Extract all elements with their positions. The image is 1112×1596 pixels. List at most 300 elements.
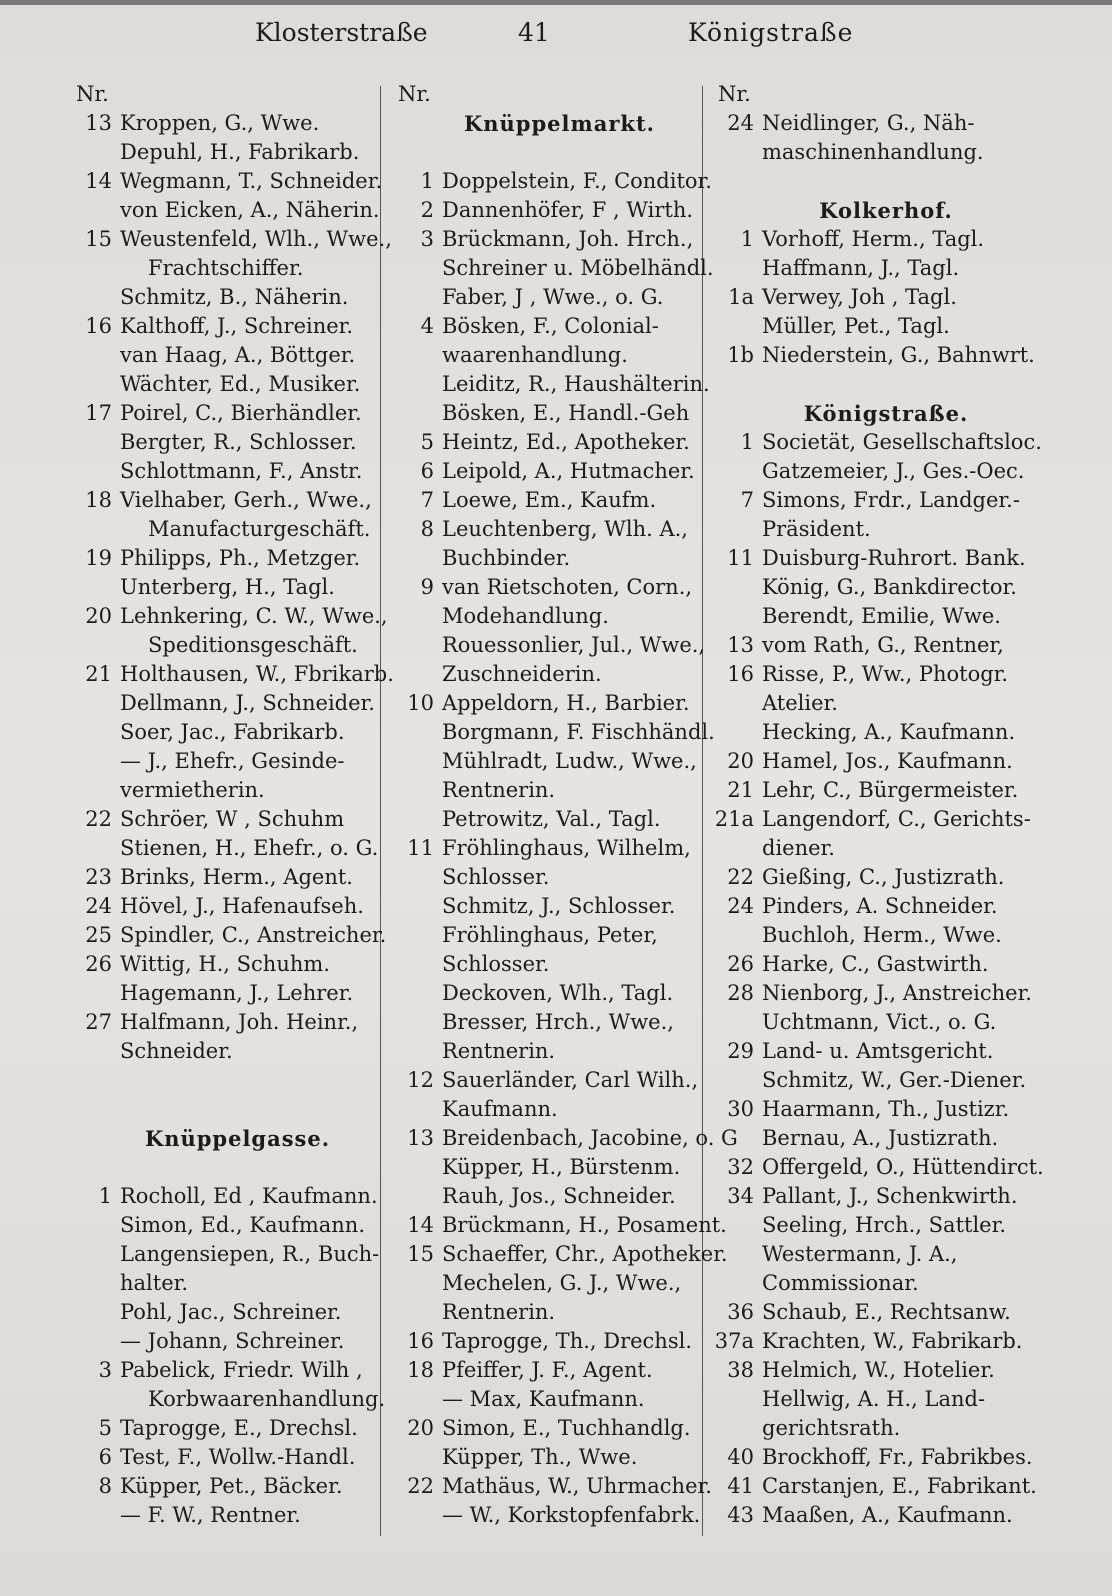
resident-text: Leiditz, R., Haushälterin. <box>442 372 710 396</box>
resident-text: Küpper, Pet., Bäcker. <box>120 1474 343 1498</box>
directory-entry <box>70 1472 375 1501</box>
resident-text: — W., Korkstopfenfabrk. <box>442 1503 701 1527</box>
resident-text: Societät, Gesellschaftsloc. <box>762 430 1042 454</box>
directory-entry <box>70 660 394 689</box>
nr-label: Nr. <box>398 82 431 106</box>
house-number: 4 <box>420 314 434 338</box>
house-number: 25 <box>85 923 112 947</box>
directory-entry <box>392 312 697 341</box>
directory-entry <box>70 1501 375 1530</box>
house-number: 13 <box>85 111 112 135</box>
directory-entry <box>712 1443 1033 1472</box>
resident-text: Offergeld, O., Hüttendirct. <box>762 1155 1044 1179</box>
house-number: 20 <box>727 749 754 773</box>
resident-text: Holthausen, W., Fbrikarb. <box>120 662 394 686</box>
resident-text: Pinders, A. Schneider. <box>762 894 998 918</box>
resident-text: Krachten, W., Fabrikarb. <box>762 1329 1023 1353</box>
entry-continuation: Rentnerin. <box>442 1039 556 1063</box>
resident-text: Wegmann, T., Schneider. <box>120 169 383 193</box>
directory-entry <box>712 776 1030 805</box>
resident-text: Küpper, Th., Wwe. <box>442 1445 638 1469</box>
directory-entry <box>712 631 1030 660</box>
resident-text: Pfeiffer, J. F., Agent. <box>442 1358 653 1382</box>
directory-entry <box>70 341 375 370</box>
resident-text: Unterberg, H., Tagl. <box>120 575 335 599</box>
entry-continuation: Korbwaarenhandlung. <box>148 1387 386 1411</box>
house-number: 11 <box>407 836 434 860</box>
column-3 <box>712 80 1044 1530</box>
resident-text: Wittig, H., Schuhm. <box>120 952 330 976</box>
directory-entry <box>392 573 697 602</box>
house-number: 38 <box>727 1358 754 1382</box>
resident-text: Hagemann, J., Lehrer. <box>120 981 354 1005</box>
entry-continuation: Frachtschiffer. <box>148 256 304 280</box>
resident-text: Bergter, R., Schlosser. <box>120 430 357 454</box>
top-edge-line <box>0 0 1112 5</box>
house-number: 15 <box>85 227 112 251</box>
resident-text: Schmitz, J., Schlosser. <box>442 894 676 918</box>
house-number: 1 <box>740 227 754 251</box>
directory-entry <box>712 718 1030 747</box>
resident-text: Bösken, E., Handl.-Geh <box>442 401 690 425</box>
resident-text: Fröhlinghaus, Peter, <box>442 923 658 947</box>
resident-text: Maaßen, A., Kaufmann. <box>762 1503 1013 1527</box>
spacer <box>70 1153 375 1182</box>
resident-text: Lehr, C., Bürgermeister. <box>762 778 1019 802</box>
entry-continuation: waarenhandlung. <box>442 343 628 367</box>
street-section-heading: Knüppelmarkt. <box>464 111 655 136</box>
directory-entry <box>712 602 1030 631</box>
directory-entry <box>392 254 714 283</box>
resident-text: König, G., Bankdirector. <box>762 575 1017 599</box>
resident-text: Müller, Pet., Tagl. <box>762 314 950 338</box>
spacer <box>70 1066 375 1124</box>
directory-entry <box>70 283 375 312</box>
resident-text: Brockhoff, Fr., Fabrikbes. <box>762 1445 1033 1469</box>
directory-entry <box>712 544 1030 573</box>
entry-continuation: Manufacturgeschäft. <box>148 517 371 541</box>
street-section-heading: Knüppelgasse. <box>144 1126 331 1151</box>
resident-text: Taprogge, Th., Drechsl. <box>442 1329 693 1353</box>
house-number: 7 <box>740 488 754 512</box>
house-number: 37a <box>714 1329 754 1353</box>
house-number: 19 <box>85 546 112 570</box>
resident-text: Rouessonlier, Jul., Wwe., <box>442 633 706 657</box>
entry-continuation: Commissionar. <box>762 1271 919 1295</box>
directory-entry <box>392 1443 697 1472</box>
resident-text: Sauerländer, Carl Wilh., <box>442 1068 699 1092</box>
resident-text: — Max, Kaufmann. <box>442 1387 645 1411</box>
directory-entry <box>70 544 375 573</box>
directory-entry <box>392 370 710 399</box>
directory-entry <box>712 486 1030 515</box>
directory-entry <box>70 1211 375 1240</box>
resident-text: Buchloh, Herm., Wwe. <box>762 923 1002 947</box>
entry-continuation: Zuschneiderin. <box>442 662 602 686</box>
directory-entry <box>712 979 1030 1008</box>
resident-text: Pabelick, Friedr. Wilh , <box>120 1358 363 1382</box>
house-number: 7 <box>420 488 434 512</box>
directory-entry <box>70 428 375 457</box>
entry-continuation: gerichtsrath. <box>762 1416 901 1440</box>
resident-text: Harke, C., Gastwirth. <box>762 952 989 976</box>
column-divider <box>702 86 703 1536</box>
house-number: 5 <box>98 1416 112 1440</box>
resident-text: Duisburg-Ruhrort. Bank. <box>762 546 1026 570</box>
entry-continuation: Rentnerin. <box>442 1300 556 1324</box>
resident-text: Brückmann, H., Posament. <box>442 1213 727 1237</box>
house-number: 22 <box>727 865 754 889</box>
house-number: 21 <box>85 662 112 686</box>
directory-entry <box>70 863 375 892</box>
resident-text: Schmitz, W., Ger.-Diener. <box>762 1068 1027 1092</box>
house-number: 12 <box>407 1068 434 1092</box>
house-number: 17 <box>85 401 112 425</box>
directory-entry <box>712 747 1030 776</box>
resident-text: Brinks, Herm., Agent. <box>120 865 353 889</box>
directory-entry <box>70 892 375 921</box>
directory-entry <box>712 1182 1030 1211</box>
directory-entry <box>712 428 1042 457</box>
house-number: 14 <box>407 1213 434 1237</box>
resident-text: Leuchtenberg, Wlh. A., <box>442 517 688 541</box>
directory-entry <box>712 1240 1030 1269</box>
resident-text: Vielhaber, Gerh., Wwe., <box>120 488 372 512</box>
resident-text: Langensiepen, R., Buch- <box>120 1242 380 1266</box>
entry-continuation: Speditionsgeschäft. <box>148 633 358 657</box>
directory-entry <box>392 486 697 515</box>
directory-entry <box>392 515 697 544</box>
directory-entry <box>70 1240 380 1269</box>
house-number: 15 <box>407 1242 434 1266</box>
resident-text: Kalthoff, J., Schreiner. <box>120 314 354 338</box>
resident-text: Spindler, C., Anstreicher. <box>120 923 387 947</box>
directory-entry <box>712 1327 1030 1356</box>
resident-text: Kroppen, G., Wwe. <box>120 111 320 135</box>
directory-entry <box>712 457 1030 486</box>
house-number: 3 <box>420 227 434 251</box>
resident-text: Schmitz, B., Näherin. <box>120 285 349 309</box>
resident-text: Haarmann, Th., Justizr. <box>762 1097 1010 1121</box>
page-number: 41 <box>518 18 550 47</box>
directory-entry <box>70 979 375 1008</box>
directory-entry <box>70 167 383 196</box>
directory-entry <box>392 979 697 1008</box>
resident-text: Seeling, Hrch., Sattler. <box>762 1213 1006 1237</box>
directory-entry <box>392 1327 697 1356</box>
directory-entry <box>392 921 697 950</box>
directory-entry <box>392 1414 697 1443</box>
resident-text: Poirel, C., Bierhändler. <box>120 401 362 425</box>
spacer <box>392 138 697 167</box>
resident-text: Neidlinger, G., Näh- <box>762 111 975 135</box>
resident-text: Niederstein, G., Bahnwrt. <box>762 343 1035 367</box>
directory-entry <box>392 225 697 254</box>
resident-text: Mathäus, W., Uhrmacher. <box>442 1474 712 1498</box>
resident-text: Hellwig, A. H., Land- <box>762 1387 986 1411</box>
house-number: 36 <box>727 1300 754 1324</box>
directory-entry <box>712 1385 1030 1414</box>
directory-entry <box>712 660 1030 689</box>
resident-text: Wächter, Ed., Musiker. <box>120 372 361 396</box>
directory-entry <box>70 573 375 602</box>
directory-entry <box>392 1269 697 1298</box>
directory-entry <box>392 1008 697 1037</box>
house-number: 8 <box>98 1474 112 1498</box>
house-number: 1a <box>728 285 754 309</box>
house-number: 9 <box>420 575 434 599</box>
directory-entry <box>70 950 375 979</box>
house-number: 22 <box>85 807 112 831</box>
house-number: 13 <box>727 633 754 657</box>
resident-text: — F. W., Rentner. <box>120 1503 301 1527</box>
directory-entry <box>712 312 1030 341</box>
resident-text: — J., Ehefr., Gesinde- <box>120 749 345 773</box>
resident-text: Vorhoff, Herm., Tagl. <box>762 227 985 251</box>
directory-entry <box>70 805 375 834</box>
resident-text: Stienen, H., Ehefr., o. G. <box>120 836 379 860</box>
house-number: 3 <box>98 1358 112 1382</box>
directory-entry <box>712 573 1030 602</box>
resident-text: Test, F., Wollw.-Handl. <box>120 1445 356 1469</box>
house-number: 5 <box>420 430 434 454</box>
directory-entry <box>392 631 706 660</box>
resident-text: Schaeffer, Chr., Apotheker. <box>442 1242 728 1266</box>
resident-text: vom Rath, G., Rentner, <box>762 633 1004 657</box>
directory-entry <box>70 457 375 486</box>
house-number: 1 <box>98 1184 112 1208</box>
resident-text: Hecking, A., Kaufmann. <box>762 720 1016 744</box>
resident-text: Schröer, W , Schuhm <box>120 807 345 831</box>
house-number: 26 <box>85 952 112 976</box>
entry-continuation: Rentnerin. <box>442 778 556 802</box>
resident-text: Appeldorn, H., Barbier. <box>442 691 690 715</box>
resident-text: Simon, E., Tuchhandlg. <box>442 1416 691 1440</box>
entry-continuation: Schneider. <box>120 1039 233 1063</box>
resident-text: Taprogge, E., Drechsl. <box>120 1416 358 1440</box>
directory-entry <box>70 1327 375 1356</box>
house-number: 40 <box>727 1445 754 1469</box>
directory-entry <box>392 1501 701 1530</box>
entry-continuation: vermietherin. <box>120 778 265 802</box>
directory-entry <box>712 1501 1030 1530</box>
directory-entry <box>70 1356 375 1385</box>
resident-text: Faber, J , Wwe., o. G. <box>442 285 664 309</box>
resident-text: Schlottmann, F., Anstr. <box>120 459 363 483</box>
resident-text: van Haag, A., Böttger. <box>120 343 356 367</box>
house-number: 21a <box>714 807 754 831</box>
house-number: 6 <box>420 459 434 483</box>
house-number: 13 <box>407 1126 434 1150</box>
resident-text: Langendorf, C., Gerichts- <box>762 807 1031 831</box>
resident-text: Bernau, A., Justizrath. <box>762 1126 999 1150</box>
resident-text: Nienborg, J., Anstreicher. <box>762 981 1032 1005</box>
directory-entry <box>70 196 380 225</box>
resident-text: Pallant, J., Schenkwirth. <box>762 1184 1018 1208</box>
directory-entry <box>712 341 1035 370</box>
resident-text: Simon, Ed., Kaufmann. <box>120 1213 365 1237</box>
resident-text: Berendt, Emilie, Wwe. <box>762 604 1001 628</box>
resident-text: Depuhl, H., Fabrikarb. <box>120 140 360 164</box>
resident-text: Dannenhöfer, F , Wirth. <box>442 198 694 222</box>
directory-entry <box>70 1182 378 1211</box>
directory-entry <box>392 167 712 196</box>
house-number: 34 <box>727 1184 754 1208</box>
directory-entry <box>70 1414 375 1443</box>
directory-entry <box>712 1356 1030 1385</box>
directory-entry <box>70 370 375 399</box>
house-number: 24 <box>727 111 754 135</box>
directory-entry <box>712 254 1030 283</box>
directory-entry <box>392 283 697 312</box>
resident-text: Rocholl, Ed , Kaufmann. <box>120 1184 378 1208</box>
entry-continuation: Modehandlung. <box>442 604 609 628</box>
directory-entry <box>70 1443 375 1472</box>
resident-text: von Eicken, A., Näherin. <box>120 198 380 222</box>
house-number: 26 <box>727 952 754 976</box>
house-number: 24 <box>85 894 112 918</box>
directory-entry <box>712 1211 1030 1240</box>
house-number: 32 <box>727 1155 754 1179</box>
resident-text: Brückmann, Joh. Hrch., <box>442 227 694 251</box>
resident-text: Deckoven, Wlh., Tagl. <box>442 981 674 1005</box>
directory-entry <box>712 283 1030 312</box>
resident-text: Petrowitz, Val., Tagl. <box>442 807 661 831</box>
directory-entry <box>392 428 697 457</box>
entry-continuation: halter. <box>120 1271 189 1295</box>
entry-continuation: Schlosser. <box>442 865 550 889</box>
entry-continuation: Präsident. <box>762 517 871 541</box>
house-number: 18 <box>407 1358 434 1382</box>
resident-text: Breidenbach, Jacobine, o. G <box>442 1126 738 1150</box>
resident-text: Carstanjen, E., Fabrikant. <box>762 1474 1037 1498</box>
house-number: 29 <box>727 1039 754 1063</box>
house-number: 30 <box>727 1097 754 1121</box>
directory-entry <box>712 892 1030 921</box>
house-number: 11 <box>727 546 754 570</box>
directory-entry <box>712 950 1030 979</box>
resident-text: Loewe, Em., Kaufm. <box>442 488 657 512</box>
resident-text: Rauh, Jos., Schneider. <box>442 1184 676 1208</box>
house-number: 21 <box>727 778 754 802</box>
resident-text: Gatzemeier, J., Ges.-Oec. <box>762 459 1025 483</box>
house-number: 23 <box>85 865 112 889</box>
entry-continuation: Kaufmann. <box>442 1097 558 1121</box>
resident-text: Dellmann, J., Schneider. <box>120 691 375 715</box>
column-divider <box>380 86 381 1536</box>
resident-text: Schaub, E., Rechtsanw. <box>762 1300 1011 1324</box>
resident-text: van Rietschoten, Corn., <box>442 575 693 599</box>
directory-entry <box>712 1153 1044 1182</box>
directory-entry <box>70 225 392 254</box>
directory-entry <box>392 196 697 225</box>
resident-text: Fröhlinghaus, Wilhelm, <box>442 836 691 860</box>
directory-entry <box>392 892 697 921</box>
directory-entry <box>70 834 379 863</box>
directory-entry <box>70 399 375 428</box>
directory-entry <box>712 1037 1030 1066</box>
resident-text: Leipold, A., Hutmacher. <box>442 459 695 483</box>
header-left-street: Klosterstraße <box>255 18 428 47</box>
directory-entry <box>392 457 697 486</box>
column-1 <box>70 80 394 1530</box>
resident-text: Simons, Frdr., Landger.- <box>762 488 1020 512</box>
resident-text: Soer, Jac., Fabrikarb. <box>120 720 345 744</box>
resident-text: Halfmann, Joh. Heinr., <box>120 1010 359 1034</box>
directory-entry <box>712 1124 1030 1153</box>
directory-entry <box>70 689 375 718</box>
directory-entry <box>392 1211 727 1240</box>
spacer <box>712 370 1030 399</box>
resident-text: Mühlradt, Ludw., Wwe., <box>442 749 697 773</box>
entry-continuation: maschinenhandlung. <box>762 140 984 164</box>
house-number: 41 <box>727 1474 754 1498</box>
directory-entry <box>392 689 697 718</box>
resident-text: Hamel, Jos., Kaufmann. <box>762 749 1013 773</box>
street-section-heading: Königstraße. <box>803 401 969 426</box>
house-number: 16 <box>407 1329 434 1353</box>
house-number: 10 <box>407 691 434 715</box>
directory-entry <box>712 1095 1030 1124</box>
resident-text: Heintz, Ed., Apotheker. <box>442 430 690 454</box>
resident-text: Helmich, W., Hotelier. <box>762 1358 995 1382</box>
resident-text: Borgmann, F. Fischhändl. <box>442 720 715 744</box>
entry-continuation: Atelier. <box>762 691 838 715</box>
nr-label: Nr. <box>76 82 109 106</box>
house-number: 28 <box>727 981 754 1005</box>
resident-text: Gießing, C., Justizrath. <box>762 865 1005 889</box>
entry-continuation: diener. <box>762 836 835 860</box>
directory-entry <box>70 109 375 138</box>
house-number: 1 <box>740 430 754 454</box>
directory-entry <box>392 718 715 747</box>
directory-entry <box>70 747 375 776</box>
resident-text: Uchtmann, Vict., o. G. <box>762 1010 997 1034</box>
resident-text: Verwey, Joh , Tagl. <box>762 285 957 309</box>
house-number: 18 <box>85 488 112 512</box>
resident-text: Haffmann, J., Tagl. <box>762 256 960 280</box>
directory-entry <box>70 486 375 515</box>
house-number: 27 <box>85 1010 112 1034</box>
directory-entry <box>712 109 1030 138</box>
resident-text: Weustenfeld, Wlh., Wwe., <box>120 227 392 251</box>
resident-text: Pohl, Jac., Schreiner. <box>120 1300 342 1324</box>
house-number: 1b <box>727 343 754 367</box>
directory-entry <box>392 1124 738 1153</box>
resident-text: Westermann, J. A., <box>762 1242 958 1266</box>
spacer <box>712 167 1030 196</box>
house-number: 1 <box>420 169 434 193</box>
directory-entry <box>392 399 697 428</box>
house-number: 22 <box>407 1474 434 1498</box>
resident-text: Schreiner u. Möbelhändl. <box>442 256 714 280</box>
directory-entry <box>392 1182 697 1211</box>
directory-entry <box>712 805 1030 834</box>
directory-entry <box>712 1066 1030 1095</box>
directory-entry <box>712 921 1030 950</box>
directory-entry <box>712 1298 1030 1327</box>
house-number: 20 <box>85 604 112 628</box>
directory-entry <box>70 602 388 631</box>
resident-text: Risse, P., Ww., Photogr. <box>762 662 1009 686</box>
directory-entry <box>392 1153 697 1182</box>
house-number: 20 <box>407 1416 434 1440</box>
directory-entry <box>70 718 375 747</box>
house-number: 8 <box>420 517 434 541</box>
directory-entry <box>392 1472 712 1501</box>
entry-continuation: Schlosser. <box>442 952 550 976</box>
directory-entry <box>70 1008 375 1037</box>
